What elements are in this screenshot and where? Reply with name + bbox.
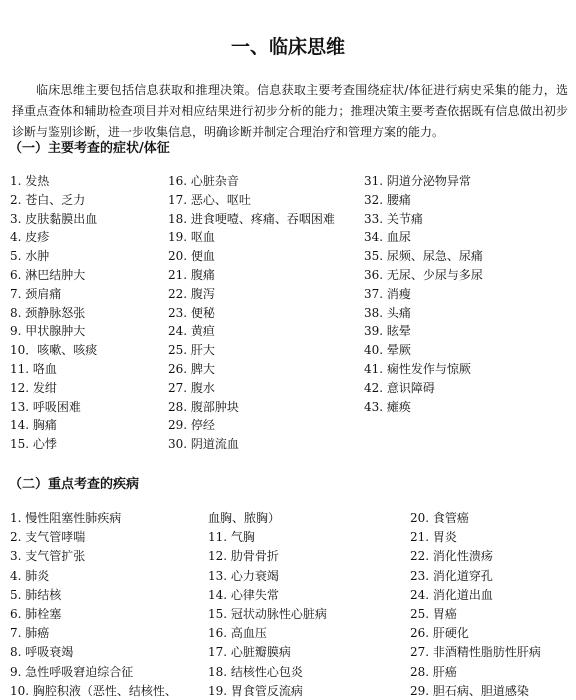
list-item: 16. 高血压 bbox=[208, 626, 267, 641]
list-item: 5. 水肿 bbox=[10, 249, 50, 264]
list-item: 29. 胆石病、胆道感染 bbox=[410, 683, 529, 698]
list-item: 29. 停经 bbox=[168, 418, 215, 433]
list-item: 18. 进食哽噎、疼痛、吞咽困难 bbox=[168, 211, 335, 226]
list-item: 21. 胃炎 bbox=[410, 530, 457, 545]
list-item: 7. 肺癌 bbox=[10, 626, 50, 641]
list-item: 25. 胃癌 bbox=[410, 607, 457, 621]
list-item: 21. 腹痛 bbox=[168, 268, 215, 282]
list-row bbox=[0, 228, 576, 246]
list-item: 23. 便秘 bbox=[168, 305, 215, 320]
list-row bbox=[0, 528, 576, 546]
list-item: 42. 意识障碍 bbox=[364, 380, 435, 395]
list-row bbox=[0, 304, 576, 322]
list-item: 3. 皮肤黏膜出血 bbox=[10, 211, 98, 226]
list-row bbox=[0, 435, 576, 453]
list-item: 22. 腹泻 bbox=[168, 286, 215, 301]
list-item: 40. 晕厥 bbox=[364, 343, 411, 358]
list-item: 血胸、脓胸） bbox=[208, 511, 281, 525]
list-item: 19. 呕血 bbox=[168, 230, 215, 245]
list-row bbox=[0, 285, 576, 303]
list-item: 43. 瘫痪 bbox=[364, 399, 411, 414]
list-row bbox=[0, 682, 576, 700]
list-item: 10. 胸腔积液（恶性、结核性、 bbox=[10, 683, 177, 698]
list-item: 6. 肺栓塞 bbox=[10, 607, 62, 621]
list-item: 30. 阴道流血 bbox=[168, 437, 239, 452]
list-item: 6. 淋巴结肿大 bbox=[10, 268, 86, 282]
list-row bbox=[0, 266, 576, 284]
list-item: 11. 咯血 bbox=[10, 362, 57, 376]
list-item: 7. 颈肩痛 bbox=[10, 286, 62, 301]
list-item: 2. 支气管哮喘 bbox=[10, 530, 86, 545]
list-row bbox=[0, 341, 576, 359]
list-item: 12. 肋骨骨折 bbox=[208, 549, 279, 564]
intro-paragraph: 临床思维主要包括信息获取和推理决策。信息获取主要考查围绕症状/体征进行病史采集的能力，选择重点查体和辅助检查项目并对相应结果进行初步分析的能力；推理决策主要考查依据既有信息做出初步诊断与鉴别诊断，进一步收集信息，明确诊断并制定合理治疗和管理方案的能力。 bbox=[12, 83, 568, 139]
list-item: 24. 消化道出血 bbox=[410, 587, 493, 602]
list-item: 32. 腰痛 bbox=[364, 192, 411, 207]
list-row bbox=[0, 398, 576, 416]
list-row bbox=[0, 247, 576, 265]
list-item: 11. 气胸 bbox=[208, 530, 255, 545]
list-item: 19. 胃食管反流病 bbox=[208, 683, 303, 698]
list-item: 5. 肺结核 bbox=[10, 587, 62, 602]
page-title: 一、临床思维 bbox=[230, 36, 345, 58]
list-item: 4. 皮疹 bbox=[10, 230, 50, 245]
list-item: 41. 痫性发作与惊厥 bbox=[364, 362, 471, 376]
list-item: 36. 无尿、少尿与多尿 bbox=[364, 268, 483, 282]
list-item: 2. 苍白、乏力 bbox=[10, 192, 86, 207]
list-item: 35. 尿频、尿急、尿痛 bbox=[364, 249, 483, 264]
list-item: 27. 非酒精性脂肪性肝病 bbox=[410, 645, 541, 660]
list-item: 20. 便血 bbox=[168, 249, 215, 264]
list-row bbox=[0, 509, 576, 527]
list-row bbox=[0, 643, 576, 661]
list-item: 23. 消化道穿孔 bbox=[410, 568, 493, 583]
list-row bbox=[0, 605, 576, 623]
section-heading-symptoms: （一）主要考查的症状/体征 bbox=[9, 141, 170, 156]
list-item: 17. 心脏瓣膜病 bbox=[208, 645, 291, 660]
list-item: 8. 呼吸衰竭 bbox=[10, 645, 74, 660]
list-row bbox=[0, 416, 576, 434]
list-item: 20. 食管癌 bbox=[410, 511, 469, 525]
list-row bbox=[0, 210, 576, 228]
list-item: 28. 肝癌 bbox=[410, 664, 457, 679]
list-item: 3. 支气管扩张 bbox=[10, 549, 86, 564]
list-item: 1. 发热 bbox=[10, 174, 50, 188]
list-item: 9. 急性呼吸窘迫综合征 bbox=[10, 664, 134, 679]
list-row bbox=[0, 191, 576, 209]
list-item: 26. 肝硬化 bbox=[410, 626, 469, 641]
list-row bbox=[0, 663, 576, 681]
list-item: 24. 黄疸 bbox=[168, 324, 215, 339]
list-row bbox=[0, 172, 576, 190]
list-row bbox=[0, 322, 576, 340]
list-item: 26. 脾大 bbox=[168, 362, 215, 376]
list-row bbox=[0, 567, 576, 585]
list-item: 22. 消化性溃疡 bbox=[410, 549, 493, 564]
list-item: 15. 冠状动脉性心脏病 bbox=[208, 607, 327, 621]
list-item: 17. 恶心、呕吐 bbox=[168, 192, 251, 207]
list-item: 33. 关节痛 bbox=[364, 211, 423, 226]
list-item: 39. 眩晕 bbox=[364, 324, 411, 339]
list-item: 16. 心脏杂音 bbox=[168, 174, 239, 188]
list-item: 31. 阴道分泌物异常 bbox=[364, 174, 471, 188]
list-row bbox=[0, 360, 576, 378]
list-item: 4. 肺炎 bbox=[10, 568, 50, 583]
list-item: 27. 腹水 bbox=[168, 380, 215, 395]
list-item: 14. 心律失常 bbox=[208, 587, 279, 602]
list-item: 14. 胸痛 bbox=[10, 418, 57, 433]
list-item: 1. 慢性阻塞性肺疾病 bbox=[10, 511, 122, 525]
list-row bbox=[0, 624, 576, 642]
list-item: 37. 消瘦 bbox=[364, 286, 411, 301]
list-item: 18. 结核性心包炎 bbox=[208, 664, 303, 679]
list-item: 25. 肝大 bbox=[168, 343, 215, 358]
list-item: 34. 血尿 bbox=[364, 230, 411, 245]
list-item: 28. 腹部肿块 bbox=[168, 399, 239, 414]
list-row bbox=[0, 379, 576, 397]
list-item: 12. 发绀 bbox=[10, 380, 57, 395]
list-item: 15. 心悸 bbox=[10, 437, 57, 452]
list-row bbox=[0, 547, 576, 565]
list-item: 9. 甲状腺肿大 bbox=[10, 324, 86, 339]
section-heading-diseases: （二）重点考查的疾病 bbox=[9, 477, 140, 492]
list-row bbox=[0, 586, 576, 604]
list-item: 10．咳嗽、咳痰 bbox=[10, 343, 98, 358]
list-item: 13. 心力衰竭 bbox=[208, 568, 279, 583]
list-item: 8. 颈静脉怒张 bbox=[10, 305, 86, 320]
list-item: 13. 呼吸困难 bbox=[10, 399, 81, 414]
list-item: 38. 头痛 bbox=[364, 305, 411, 320]
